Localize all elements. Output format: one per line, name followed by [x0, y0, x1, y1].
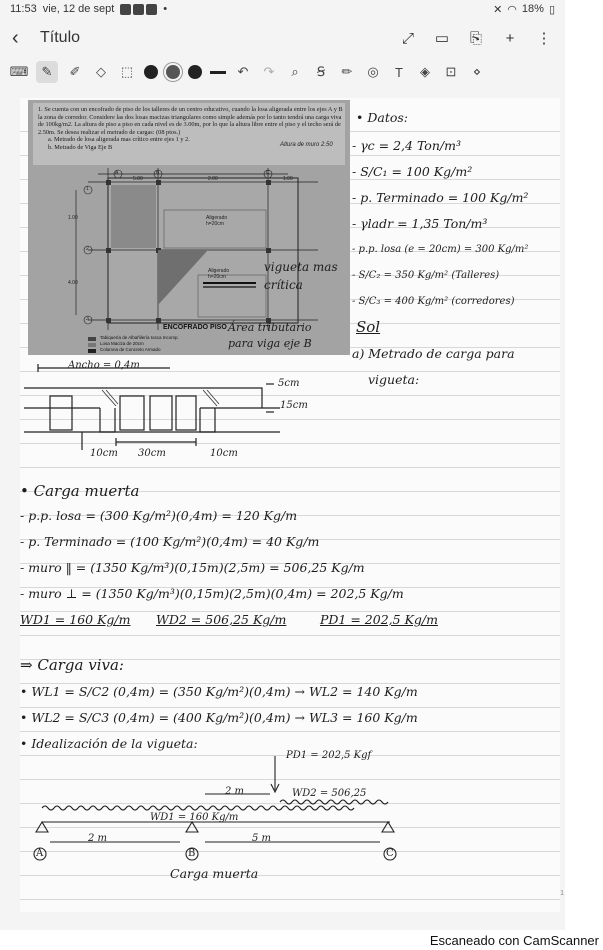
- plan-dim-side-1: 1.00: [68, 215, 78, 221]
- plan-dim-top-2: 2.00: [208, 176, 218, 182]
- drawing-toolbar: [0, 58, 565, 86]
- add-icon[interactable]: +: [505, 29, 515, 47]
- beam-len-left: 2 m: [88, 833, 108, 844]
- area-tributaria-label: Área tributario para viga eje B: [228, 321, 312, 350]
- grid-settings-icon[interactable]: ⋄: [472, 64, 482, 79]
- section-dim-15cm: 15cm: [280, 400, 308, 411]
- save-pdf-icon[interactable]: ⎘: [469, 29, 482, 47]
- carga-viva-title: ⇒ Carga viva:: [20, 656, 124, 674]
- cm-line-muro-paralelo: - muro ‖ = (1350 Kg/m³)(0,15m)(2,5m) = 506,25 Kg/m: [20, 560, 365, 575]
- carga-muerta-title: • Carga muerta: [20, 482, 140, 500]
- more-notifications-icon: •: [163, 3, 168, 15]
- stroke-width-icon[interactable]: [210, 71, 226, 74]
- beam-pd1-label: PD1 = 202,5 Kgf: [286, 750, 372, 761]
- dato-gamma-ladrillo: - γladr = 1,35 Ton/m³: [352, 216, 488, 231]
- problem-item-a: a. Metrado de losa aligerada mas crítico entre ejes 1 y 2.: [48, 136, 190, 144]
- beam-idealization-sketch: [20, 750, 420, 870]
- axis-c-label: C: [266, 170, 270, 176]
- text-recognition-icon[interactable]: Ꞩ: [316, 64, 326, 79]
- color-black-alt-swatch[interactable]: [188, 65, 202, 79]
- wifi-icon: ◠: [507, 3, 517, 16]
- room-2-label: Aligerado h=20cm: [208, 268, 230, 280]
- color-dark-gray-swatch[interactable]: [166, 65, 180, 79]
- cm-line-p-terminado: - p. Terminado = (100 Kg/m²)(0,4m) = 40 Kg/m: [20, 534, 320, 549]
- mute-icon: ✕: [493, 3, 503, 16]
- problem-photo: [28, 100, 350, 355]
- plan-legend: Tabiquería de Albañilería tosca Incomp. Losa Maciza de 20cm Columna de Concreto Armado: [100, 335, 179, 352]
- plan-dim-top-3: 1.00: [283, 176, 293, 182]
- pen-tool-icon[interactable]: ✎: [36, 61, 58, 83]
- section-dim-10cm-right: 10cm: [210, 448, 238, 459]
- wall-height-note: Altura de muro 2.50: [280, 142, 333, 148]
- datos-title: • Datos:: [356, 110, 408, 125]
- cm-line-pp-losa: - p.p. losa = (300 Kg/m²)(0,4m) = 120 Kg/m: [20, 508, 298, 523]
- dato-p-terminado: - p. Terminado = 100 Kg/m²: [352, 190, 529, 205]
- battery-icon: ▯: [548, 3, 555, 16]
- beam-support-b: B: [188, 848, 196, 859]
- section-dim-10cm-left: 10cm: [90, 448, 118, 459]
- color-black-swatch[interactable]: [144, 65, 158, 79]
- lasso-select-icon[interactable]: ⬚: [120, 64, 134, 79]
- joist-section-sketch: [20, 360, 320, 460]
- stamp-icon[interactable]: ◎: [367, 64, 379, 79]
- shape-icon[interactable]: ◈: [420, 64, 430, 79]
- section-dim-30cm: 30cm: [138, 448, 166, 459]
- problem-text: Se cuenta con un encofrado de piso de los talleres de un centro educativo, cuando la losa aligerada entre los ejes A y B la zona de corredor. Considere las dos losas macizas triangulares como simple además por lo tanto tendrá una carga viva de 100kg/m2. La altura de piso a piso en cada nivel es de 3.00m, por lo que la altura libre entre el piso y el techo será de 2.50m. Se desea realizar el metrado de cargas: (08 ptos.): [38, 106, 343, 136]
- cv-line-wl2: • WL2 = S/C3 (0,4m) = (400 Kg/m²)(0,4m) → WL3 = 160 Kg/m: [20, 710, 418, 725]
- lock-icon[interactable]: ⊡: [445, 64, 457, 79]
- status-time: 11:53: [10, 3, 37, 15]
- back-button[interactable]: ‹: [12, 26, 19, 49]
- plan-title: ENCOFRADO PISO: [163, 324, 227, 331]
- battery-level: 18%: [521, 3, 544, 15]
- axis-3-label: 3: [86, 316, 89, 322]
- beam-len-top: 2 m: [225, 786, 245, 797]
- cv-line-wl1: • WL1 = S/C2 (0,4m) = (350 Kg/m²)(0,4m) → WL2 = 140 Kg/m: [20, 684, 418, 699]
- dato-gamma-c: - γc = 2,4 Ton/m³: [352, 138, 461, 153]
- fullscreen-icon[interactable]: ⤢: [401, 29, 414, 47]
- beam-caption: Carga muerta: [170, 866, 259, 881]
- cm-wd2: WD2 = 506,25 Kg/m: [156, 612, 287, 627]
- notification-message-icon: [133, 4, 144, 15]
- cm-wd1: WD1 = 160 Kg/m: [20, 612, 131, 627]
- axis-1-label: 1: [86, 186, 89, 192]
- problem-item-b: b. Metrado de Viga Eje B: [48, 143, 113, 151]
- cm-line-muro-perpendicular: - muro ⊥ = (1350 Kg/m³)(0,15m)(2,5m)(0,4m) = 202,5 Kg/m: [20, 586, 404, 601]
- text-box-icon[interactable]: T: [395, 64, 403, 80]
- beam-support-c: C: [386, 848, 394, 859]
- keyboard-icon[interactable]: ⌨: [9, 64, 29, 79]
- beam-len-right: 5 m: [252, 833, 272, 844]
- section-dim-5cm: 5cm: [278, 378, 300, 389]
- pencil-icon[interactable]: ✏: [341, 64, 353, 79]
- redo-icon[interactable]: ↷: [263, 64, 275, 79]
- axis-a-label: A: [115, 170, 119, 176]
- highlighter-icon[interactable]: ✐: [69, 64, 81, 79]
- search-handwriting-icon[interactable]: ⌕: [291, 64, 299, 79]
- note-title[interactable]: Título: [40, 29, 81, 46]
- status-bar: [0, 0, 565, 18]
- solucion-part-a-line-2: vigueta:: [368, 372, 420, 387]
- page-number: 1: [560, 890, 564, 897]
- section-width-label: Ancho = 0,4m: [68, 360, 140, 371]
- dato-sc2: - S/C₂ = 350 Kg/m² (Talleres): [352, 270, 500, 281]
- room-1-label: Aligerado h=20cm: [206, 215, 228, 227]
- problem-number: 1.: [38, 106, 43, 113]
- solucion-part-a-line-1: a) Metrado de carga para: [352, 346, 515, 361]
- dato-sc3: - S/C₃ = 400 Kg/m² (corredores): [352, 296, 515, 307]
- more-options-icon[interactable]: ⋮: [536, 30, 552, 47]
- page-view-icon[interactable]: ▭: [434, 30, 450, 47]
- title-bar: [0, 22, 565, 54]
- vigueta-critica-label: vigueta mas crítica: [264, 260, 338, 292]
- note-page[interactable]: [20, 98, 564, 912]
- notification-gallery-icon: [120, 4, 131, 15]
- notification-mail-icon: [146, 4, 157, 15]
- axis-b-label: B: [156, 170, 160, 176]
- beam-wd1-label: WD1 = 160 Kg/m: [150, 812, 239, 823]
- dato-sc1: - S/C₁ = 100 Kg/m²: [352, 164, 473, 179]
- cm-pd1: PD1 = 202,5 Kg/m: [320, 612, 438, 627]
- dato-pp-losa: - p.p. losa (e = 20cm) = 300 Kg/m²: [352, 244, 529, 255]
- solucion-title: Sol: [356, 318, 381, 336]
- camscanner-caption: Escaneado con CamScanner: [429, 933, 599, 948]
- plan-dim-side-2: 4.00: [68, 280, 78, 286]
- plan-dim-top-1: 5.00: [133, 176, 143, 182]
- undo-icon[interactable]: ↶: [237, 64, 249, 79]
- beam-wd2-label: WD2 = 506,25: [292, 788, 367, 799]
- beam-support-a: A: [36, 848, 44, 859]
- axis-2-label: 2: [86, 246, 89, 252]
- status-date: vie, 12 de sept: [42, 3, 115, 15]
- eraser-icon[interactable]: ◇: [96, 64, 106, 79]
- idealizacion-title: • Idealización de la vigueta:: [20, 736, 198, 751]
